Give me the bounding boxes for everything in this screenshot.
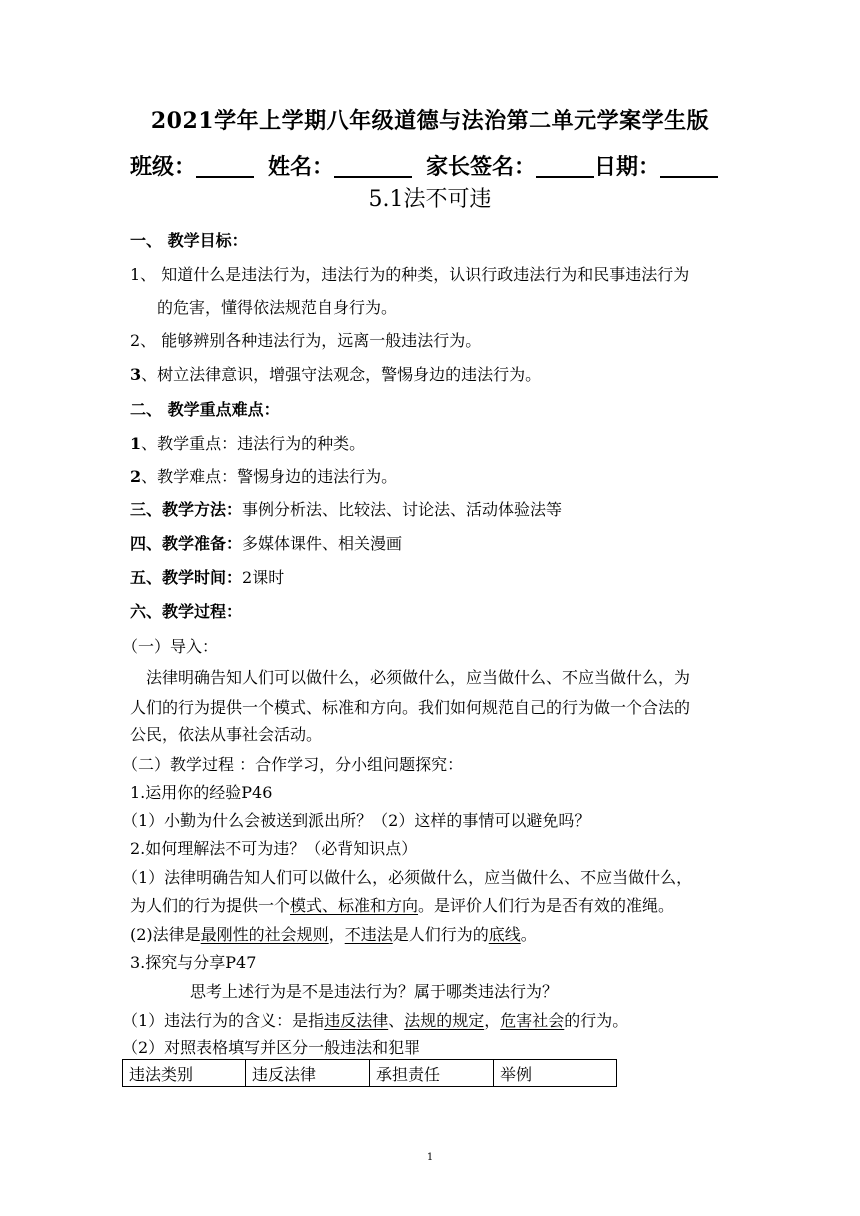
parent-signature-blank [536, 156, 594, 178]
section-5-text: 2课时 [242, 568, 285, 587]
section-3-title: 三、教学方法： [130, 500, 243, 519]
section-4-text: 多媒体课件、相关漫画 [242, 534, 403, 553]
objective-3 [130, 362, 860, 385]
section-6-title: 六、教学过程： [130, 602, 243, 621]
q3-def-underlined-2: 法规的规定 [404, 1011, 485, 1030]
class-label: 班级： [130, 154, 197, 180]
intro-paragraph-line-2: 人们的行为提供一个模式、标准和方向。我们如何规范自己的行为做一个合法的 [130, 698, 691, 717]
parent-signature-label: 家长签名： [426, 154, 537, 180]
q2-p2-text-b: 。是评价人们行为是否有效的准绳。 [418, 896, 675, 915]
section-1-title: 一、 教学目标： [130, 231, 248, 250]
name-blank [334, 156, 412, 178]
student-info-line [130, 150, 860, 181]
q3-def-text-a: （1）违法行为的含义：是指 [122, 1011, 325, 1030]
objective-1-line-a: 1、 知道什么是违法行为，违法行为的种类，认识行政违法行为和民事违法行为 [130, 265, 690, 284]
q3-def-text-b: 、 [388, 1011, 405, 1030]
name-label: 姓名： [268, 154, 335, 180]
objective-2: 2、 能够辨别各种违法行为，远离一般违法行为。 [130, 331, 482, 350]
table-header-cell: 违法类别 [123, 1060, 246, 1087]
objective-3-number: 3 [130, 365, 142, 384]
keypoint-1-text: 、教学重点：违法行为的种类。 [141, 434, 366, 453]
keypoint-1 [130, 431, 860, 454]
keypoint-2 [130, 464, 860, 487]
process-heading: （二）教学过程 ：合作学习，分小组问题探究： [122, 755, 464, 774]
table-header-row [123, 1060, 617, 1087]
objective-1-line-b: 的危害，懂得依法规范自身行为。 [157, 298, 398, 317]
page-number: 1 [426, 1152, 434, 1163]
q2-p3-text-c: 是人们行为的 [392, 925, 489, 944]
q2-p3-underlined-2: 不违法 [344, 925, 393, 944]
question-2-paragraph-3 [130, 922, 860, 945]
table-header-cell: 违反法律 [246, 1060, 370, 1087]
q2-p2-underlined: 模式、标准和方向 [290, 896, 419, 915]
document-title: 2021学年上学期八年级道德与法治第二单元学案学生版 [150, 108, 710, 134]
section-3 [130, 497, 860, 520]
question-3-definition [122, 1008, 860, 1031]
question-3-table-intro: （2）对照表格填写并区分一般违法和犯罪 [122, 1038, 421, 1057]
objective-3-text: 、树立法律意识，增强守法观念，警惕身边的违法行为。 [141, 365, 542, 384]
section-5 [130, 565, 860, 588]
class-blank [196, 156, 254, 178]
q3-def-text-d: 的行为。 [564, 1011, 629, 1030]
date-blank [660, 156, 718, 178]
question-1-heading: 1.运用你的经验P46 [130, 783, 273, 802]
keypoint-2-number: 2 [130, 467, 142, 486]
question-1-text: （1）小勤为什么会被送到派出所？（2）这样的事情可以避免吗？ [122, 811, 591, 830]
q3-def-underlined-3: 危害社会 [500, 1011, 565, 1030]
q3-def-underlined-1: 违反法律 [324, 1011, 389, 1030]
question-2-paragraph-1: （1）法律明确告知人们可以做什么，必须做什么，应当做什么、不应当做什么， [122, 868, 693, 887]
section-2-title: 二、 教学重点难点： [130, 400, 280, 419]
q2-p3-underlined-1: 最刚性的社会规则 [200, 925, 329, 944]
q2-p2-text-a: 为人们的行为提供一个 [130, 896, 291, 915]
intro-paragraph-line-3: 公民，依法从事社会活动。 [130, 725, 323, 744]
intro-paragraph-line-1: 法律明确告知人们可以做什么，必须做什么，应当做什么、不应当做什么，为 [146, 668, 691, 687]
keypoint-2-text: 、教学难点：警惕身边的违法行为。 [141, 467, 398, 486]
keypoint-1-number: 1 [130, 434, 142, 453]
question-2-heading: 2.如何理解法不可为违？（必背知识点） [130, 839, 418, 858]
question-3-think: 思考上述行为是不是违法行为？属于哪类违法行为？ [190, 982, 559, 1001]
violation-category-table [122, 1059, 617, 1087]
section-4-title: 四、教学准备： [130, 534, 243, 553]
section-3-text: 事例分析法、比较法、讨论法、活动体验法等 [242, 500, 563, 519]
table-header-cell: 举例 [494, 1060, 617, 1087]
table-header-cell: 承担责任 [370, 1060, 494, 1087]
q2-p3-text-d: 。 [520, 925, 537, 944]
section-4 [130, 531, 860, 554]
q2-p3-underlined-3: 底线 [488, 925, 521, 944]
q3-def-text-c: ， [484, 1011, 501, 1030]
date-label: 日期： [594, 154, 661, 180]
q2-p3-text-a: (2)法律是 [130, 925, 201, 944]
q2-p3-text-b: ， [328, 925, 345, 944]
question-3-heading: 3.探究与分享P47 [130, 953, 257, 972]
intro-heading: （一）导入： [122, 637, 219, 656]
section-5-title: 五、教学时间： [130, 568, 243, 587]
question-2-paragraph-2 [130, 893, 860, 916]
lesson-title: 5.1法不可违 [368, 187, 492, 212]
